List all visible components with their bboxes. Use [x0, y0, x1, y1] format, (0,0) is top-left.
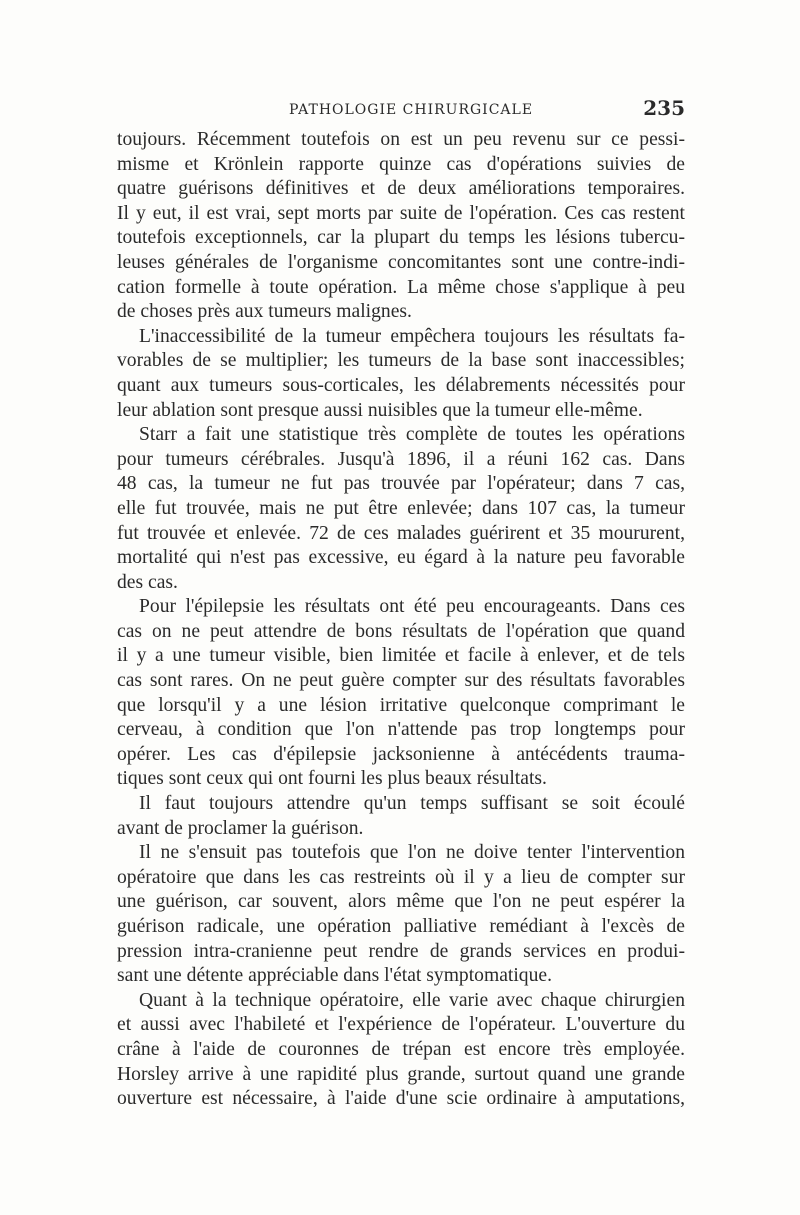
text-line: pression intra-cranienne peut rendre de grands services en produi-	[117, 940, 685, 962]
text-line: opératoire que dans les cas restreints où il y a lieu de compter sur	[117, 866, 685, 888]
text-line: toujours. Récemment toutefois on est un peu revenu sur ce pessi-	[117, 129, 685, 150]
text-line: guérison radicale, une opération palliative remédiant à l'excès de	[117, 916, 685, 937]
text-line: 48 cas, la tumeur ne fut pas trouvée par l'opérateur; dans 7 cas,	[117, 473, 685, 495]
text-line: quatre guérisons définitives et de deux améliorations temporaires.	[117, 178, 685, 200]
text-line: misme et Krönlein rapporte quinze cas d'opérations suivies de	[117, 153, 685, 175]
text-line: cas on ne peut attendre de bons résultats de l'opération que quand	[117, 620, 685, 642]
text-line: cerveau, à condition que l'on n'attende pas trop longtemps pour	[117, 719, 685, 741]
text-line: sant une détente appréciable dans l'état symptomatique.	[117, 965, 552, 987]
text-line: Il y eut, il est vrai, sept morts par suite de l'opération. Ces cas restent	[117, 202, 685, 224]
text-line: Il ne s'ensuit pas toutefois que l'on ne doive tenter l'intervention	[139, 842, 685, 864]
text-line: opérer. Les cas d'épilepsie jacksonienne à antécédents trauma-	[117, 743, 685, 765]
text-line: leuses générales de l'organisme concomitantes sont une contre-indi-	[117, 251, 685, 273]
text-line: Horsley arrive à une rapidité plus grande, surtout quand une grande	[117, 1063, 685, 1085]
text-line: que lorsqu'il y a une lésion irritative quelconque comprimant le	[117, 694, 685, 716]
text-line: vorables de se multiplier; les tumeurs de la base sont inaccessibles;	[117, 350, 685, 372]
text-line: ouverture est nécessaire, à l'aide d'une scie ordinaire à amputations,	[117, 1088, 685, 1110]
text-line: des cas.	[117, 571, 178, 593]
text-line: tiques sont ceux qui ont fourni les plus beaux résultats.	[117, 768, 547, 790]
text-line: de choses près aux tumeurs malignes.	[117, 301, 412, 323]
text-line: il y a une tumeur visible, bien limitée et facile à enlever, et de tels	[117, 645, 685, 667]
page-number: 235	[643, 96, 685, 120]
text-line: mortalité qui n'est pas excessive, eu égard à la nature peu favorable	[117, 547, 685, 569]
text-line: Pour l'épilepsie les résultats ont été peu encourageants. Dans ces	[139, 596, 685, 618]
text-line: leur ablation sont presque aussi nuisibles que la tumeur elle-même.	[117, 399, 643, 421]
running-title: PATHOLOGIE CHIRURGICALE	[289, 102, 534, 118]
text-line: avant de proclamer la guérison.	[117, 817, 364, 839]
text-line: elle fut trouvée, mais ne put être enlevée; dans 107 cas, la tumeur	[117, 497, 685, 519]
text-line: toutefois exceptionnels, car la plupart du temps les lésions tubercu-	[117, 227, 685, 249]
text-line: crâne à l'aide de couronnes de trépan est encore très employée.	[117, 1038, 685, 1060]
text-line: Starr a fait une statistique très complète de toutes les opérations	[139, 424, 685, 446]
text-line: quant aux tumeurs sous-corticales, les délabrements nécessités pour	[117, 374, 685, 396]
text-line: cas sont rares. On ne peut guère compter sur des résultats favorables	[117, 670, 685, 692]
text-line: cation formelle à toute opération. La même chose s'applique à peu	[117, 276, 685, 298]
text-line: et aussi avec l'habileté et l'expérience de l'opérateur. L'ouverture du	[117, 1014, 685, 1036]
text-line: une guérison, car souvent, alors même que l'on ne peut espérer la	[117, 891, 685, 913]
text-line: pour tumeurs cérébrales. Jusqu'à 1896, il a réuni 162 cas. Dans	[117, 448, 685, 470]
text-line: fut trouvée et enlevée. 72 de ces malades guérirent et 35 moururent,	[117, 522, 685, 544]
running-head	[117, 96, 685, 128]
text-line: Quant à la technique opératoire, elle varie avec chaque chirurgien	[139, 989, 685, 1011]
body-text	[117, 128, 685, 1112]
text-line: L'inaccessibilité de la tumeur empêchera toujours les résultats fa-	[139, 325, 685, 347]
text-line: Il faut toujours attendre qu'un temps suffisant se soit écoulé	[139, 793, 685, 815]
